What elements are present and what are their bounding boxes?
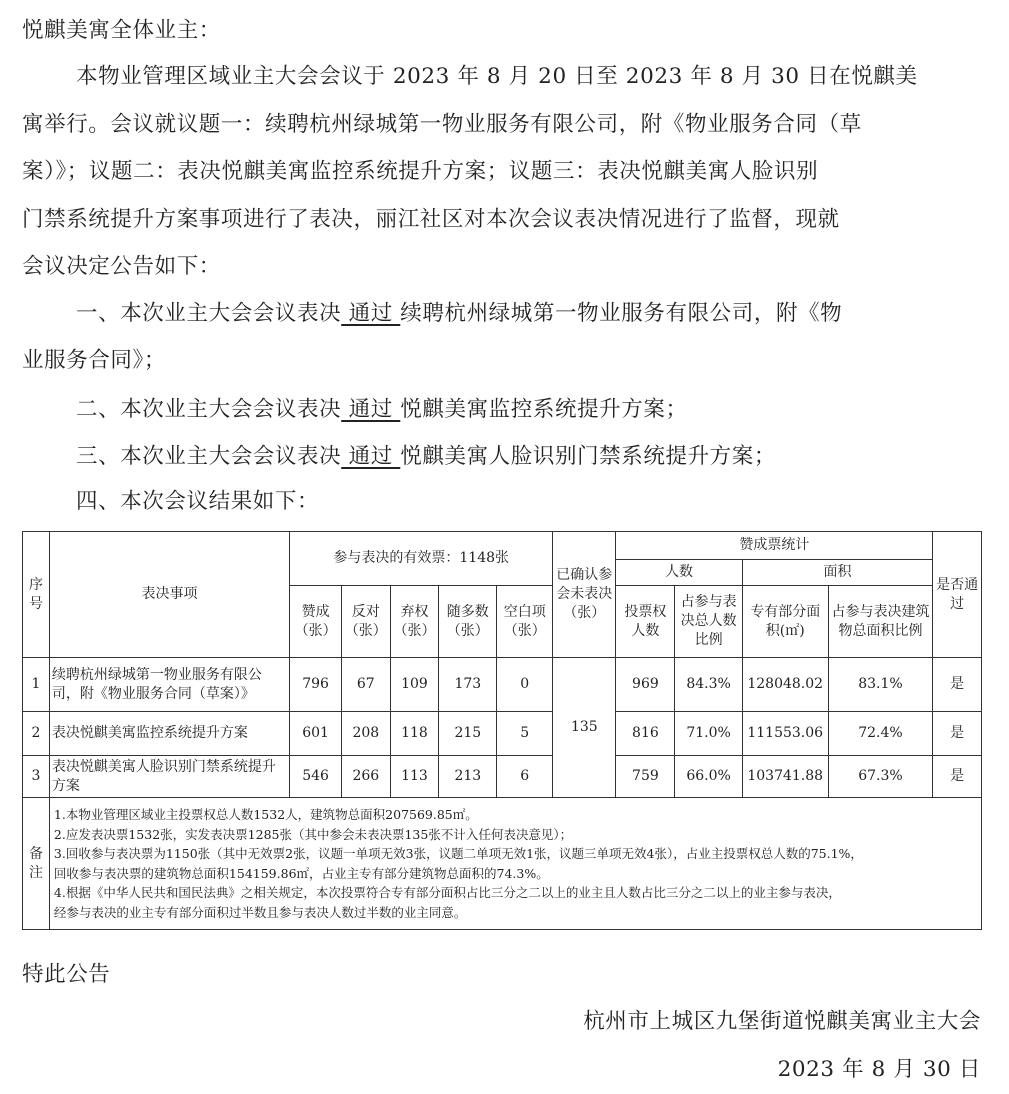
header-area: 面积 bbox=[742, 560, 933, 586]
paragraph-line: 案）》；议题二：表决悦麒美寓监控系统提升方案；议题三：表决悦麒美寓人脸识别 bbox=[22, 159, 819, 184]
closing-text: 特此公告 bbox=[22, 962, 111, 987]
signature-date: 2023 年 8 月 30 日 bbox=[777, 1057, 981, 1082]
paragraph-line: 寓举行。会议就议题一：续聘杭州绿城第一物业服务有限公司，附《物业服务合同（草 bbox=[22, 112, 862, 137]
header-follow-majority: 随多数（张） bbox=[439, 586, 497, 658]
cell-area: 111553.06 bbox=[742, 712, 828, 756]
cell-follow-majority: 213 bbox=[439, 756, 497, 798]
cell-approve: 546 bbox=[290, 756, 342, 798]
decision-4: 四、本次会议结果如下： bbox=[76, 489, 320, 514]
cell-seq: 1 bbox=[23, 658, 50, 712]
cell-voters: 816 bbox=[616, 712, 675, 756]
cell-abstain: 109 bbox=[390, 658, 439, 712]
table-row bbox=[23, 756, 982, 798]
decision-1 bbox=[76, 299, 842, 329]
header-approval-stats: 赞成票统计 bbox=[616, 532, 933, 560]
cell-item: 续聘杭州绿城第一物业服务有限公司，附《物业服务合同（草案）》 bbox=[49, 658, 289, 712]
cell-people-ratio: 66.0% bbox=[675, 756, 742, 798]
cell-voters: 969 bbox=[616, 658, 675, 712]
decision-prefix: 三、本次业主大会会议表决 bbox=[76, 444, 342, 469]
paragraph-line: 本物业管理区域业主大会会议于 2023 年 8 月 20 日至 2023 年 8 月 30 日在悦麒美 bbox=[76, 64, 918, 89]
header-approve: 赞成（张） bbox=[290, 586, 342, 658]
cell-confirmed-absent: 135 bbox=[553, 658, 616, 798]
cell-abstain: 118 bbox=[390, 712, 439, 756]
decision-prefix: 二、本次业主大会会议表决 bbox=[76, 397, 342, 422]
cell-people-ratio: 71.0% bbox=[675, 712, 742, 756]
decision-1-continued: 业服务合同》； bbox=[22, 348, 166, 373]
paragraph-line: 会议决定公告如下： bbox=[22, 254, 221, 279]
decision-subject: 悦麒美寓监控系统提升方案； bbox=[400, 397, 688, 422]
header-voting-people: 投票权人数 bbox=[616, 586, 675, 658]
paragraph-line: 门禁系统提升方案事项进行了表决，丽江社区对本次会议表决情况进行了监督，现就 bbox=[22, 207, 840, 232]
notes-label: 备注 bbox=[23, 798, 50, 930]
header-item: 表决事项 bbox=[49, 532, 289, 658]
note-line: 4.根据《中华人民共和国民法典》之相关规定，本次投票符合专有部分面积占比三分之二以上的业主且人数占比三分之二以上的业主参与表决， bbox=[53, 885, 841, 900]
decision-prefix: 一、本次业主大会会议表决 bbox=[76, 301, 342, 326]
salutation: 悦麒美寓全体业主： bbox=[22, 18, 221, 43]
note-line: 2.应发表决票1532张，实发表决票1285张（其中参会未表决票135张不计入任何表决意见）； bbox=[53, 826, 573, 842]
cell-follow-majority: 215 bbox=[439, 712, 497, 756]
decision-subject: 悦麒美寓人脸识别门禁系统提升方案； bbox=[400, 444, 776, 469]
header-area-ratio: 占参与表决建筑物总面积比例 bbox=[828, 586, 933, 658]
cell-oppose: 208 bbox=[341, 712, 390, 756]
note-line: 回收参与表决票的建筑物总面积154159.86㎡，占业主专有部分建筑物总面积的74.3%。 bbox=[53, 865, 549, 881]
header-area-exclusive: 专有部分面积(㎡) bbox=[742, 586, 828, 658]
cell-voters: 759 bbox=[616, 756, 675, 798]
cell-abstain: 113 bbox=[390, 756, 439, 798]
header-confirmed-absent: 已确认参会未表决（张） bbox=[553, 532, 616, 658]
cell-follow-majority: 173 bbox=[439, 658, 497, 712]
cell-passed: 是 bbox=[933, 712, 982, 756]
cell-item: 表决悦麒美寓监控系统提升方案 bbox=[49, 712, 289, 756]
cell-oppose: 266 bbox=[341, 756, 390, 798]
cell-seq: 2 bbox=[23, 712, 50, 756]
header-seq: 序号 bbox=[23, 532, 50, 658]
note-line: 1.本物业管理区域业主投票权总人数1532人，建筑物总面积207569.85㎡。 bbox=[53, 807, 478, 822]
cell-approve: 796 bbox=[290, 658, 342, 712]
cell-seq: 3 bbox=[23, 756, 50, 798]
decision-3 bbox=[76, 442, 776, 472]
decision-result: 通过 bbox=[341, 397, 401, 422]
notes-content bbox=[49, 798, 981, 930]
header-people: 人数 bbox=[616, 560, 742, 586]
cell-area-ratio: 72.4% bbox=[828, 712, 933, 756]
cell-area-ratio: 67.3% bbox=[828, 756, 933, 798]
table-row bbox=[23, 658, 982, 712]
cell-item: 表决悦麒美寓人脸识别门禁系统提升方案 bbox=[49, 756, 289, 798]
header-blank: 空白项（张） bbox=[497, 586, 553, 658]
decision-subject: 续聘杭州绿城第一物业服务有限公司，附《物 bbox=[400, 301, 843, 326]
cell-area-ratio: 83.1% bbox=[828, 658, 933, 712]
cell-blank: 6 bbox=[497, 756, 553, 798]
cell-blank: 5 bbox=[497, 712, 553, 756]
header-people-ratio: 占参与表决总人数比例 bbox=[675, 586, 742, 658]
cell-blank: 0 bbox=[497, 658, 553, 712]
cell-oppose: 67 bbox=[341, 658, 390, 712]
cell-area: 128048.02 bbox=[742, 658, 828, 712]
cell-area: 103741.88 bbox=[742, 756, 828, 798]
cell-approve: 601 bbox=[290, 712, 342, 756]
note-line: 经参与表决的业主专有部分面积过半数且参与表决人数过半数的业主同意。 bbox=[53, 904, 467, 920]
header-passed: 是否通过 bbox=[933, 532, 982, 658]
cell-passed: 是 bbox=[933, 756, 982, 798]
cell-passed: 是 bbox=[933, 658, 982, 712]
results-table bbox=[22, 531, 982, 930]
decision-result: 通过 bbox=[341, 444, 401, 469]
header-abstain: 弃权（张） bbox=[390, 586, 439, 658]
signature-org: 杭州市上城区九堡街道悦麒美寓业主大会 bbox=[583, 1009, 981, 1034]
header-oppose: 反对（张） bbox=[341, 586, 390, 658]
decision-result: 通过 bbox=[341, 301, 401, 326]
header-valid-votes: 参与表决的有效票：1148张 bbox=[290, 532, 553, 586]
notes-row bbox=[23, 798, 982, 930]
decision-2 bbox=[76, 395, 688, 425]
table-row bbox=[23, 712, 982, 756]
cell-people-ratio: 84.3% bbox=[675, 658, 742, 712]
note-line: 3.回收参与表决票为1150张（其中无效票2张，议题一单项无效3张，议题二单项无效1张，议题三单项无效4张），占业主投票权总人数的75.1%， bbox=[53, 846, 863, 861]
